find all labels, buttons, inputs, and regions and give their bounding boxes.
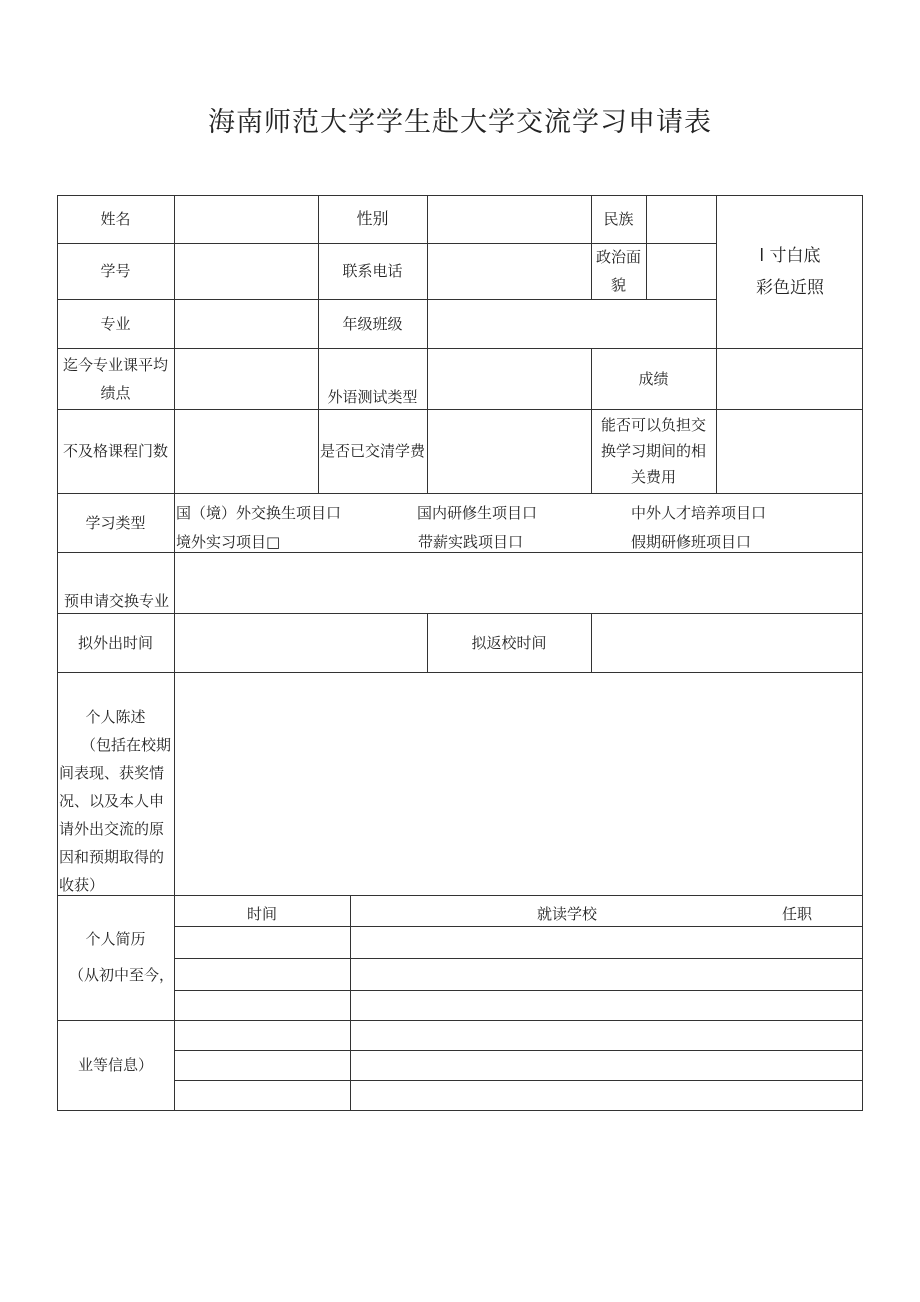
study-type-option-2[interactable]: 国内研修生项目口: [417, 504, 538, 522]
study-type-option-5[interactable]: 带薪实践项目口: [418, 533, 524, 551]
political-label-line-2: 貌: [610, 276, 626, 294]
grade-class-field[interactable]: [428, 300, 716, 347]
study-type-option-1[interactable]: 国（境）外交换生项目口: [176, 504, 342, 522]
resume-label-line-1: 个人简历: [85, 930, 146, 948]
study-type-option-6[interactable]: 假期研修班项目口: [631, 533, 752, 551]
statement-line: 间表现、获奖情: [59, 764, 165, 782]
afford-label-line-3: 关费用: [630, 468, 676, 486]
resume-school-cell[interactable]: [351, 959, 862, 989]
study-type-option-4[interactable]: 境外实习项目□: [176, 533, 281, 551]
return-time-label: 拟返校时间: [471, 633, 547, 652]
major-label: 专业: [100, 314, 131, 333]
ethnicity-label: 民族: [603, 210, 634, 228]
statement-line: 请外出交流的原: [59, 820, 165, 838]
resume-school-cell[interactable]: [351, 1081, 862, 1110]
col-time-header: 时间: [246, 905, 277, 923]
failed-courses-field[interactable]: [175, 410, 317, 492]
afford-label-line-2: 换学习期间的相: [600, 442, 706, 460]
resume-time-cell[interactable]: [175, 991, 349, 1019]
resume-school-cell[interactable]: [351, 927, 862, 957]
statement-line: 个人陈述: [85, 708, 146, 726]
name-field[interactable]: [175, 196, 317, 242]
failed-courses-label: 不及格课程门数: [62, 442, 168, 460]
student-id-label: 学号: [100, 262, 131, 280]
afford-label: [591, 409, 716, 493]
afford-field[interactable]: [717, 410, 862, 492]
phone-field[interactable]: [428, 244, 590, 298]
tuition-paid-label: 是否已交清学费: [319, 442, 425, 460]
col-position-header: 任职: [781, 905, 812, 923]
return-time-field[interactable]: [592, 614, 862, 671]
intended-major-field[interactable]: [175, 553, 862, 612]
major-field[interactable]: [175, 300, 317, 347]
study-type-label: 学习类型: [85, 513, 146, 532]
statement-line: 收获）: [59, 876, 105, 894]
gpa-label: [57, 348, 174, 409]
grade-class-label: 年级班级: [342, 314, 403, 333]
name-label: 姓名: [100, 210, 131, 228]
resume-time-cell[interactable]: [175, 927, 349, 957]
tuition-paid-field[interactable]: [428, 410, 590, 492]
resume-school-cell[interactable]: [351, 991, 862, 1019]
resume-school-cell[interactable]: [351, 1051, 862, 1079]
statement-line: 况、以及本人申: [59, 792, 165, 810]
departure-time-field[interactable]: [175, 614, 426, 671]
application-form: [57, 195, 863, 1111]
student-id-field[interactable]: [175, 244, 317, 298]
intended-major-label: 预申请交换专业: [63, 592, 169, 610]
score-label: 成绩: [638, 369, 669, 388]
resume-time-cell[interactable]: [175, 1081, 349, 1110]
statement-label: [57, 703, 174, 899]
political-label: [591, 243, 646, 299]
photo-box: [717, 195, 863, 348]
form-title: 海南师范大学学生赴大学交流学习申请表: [208, 107, 712, 138]
resume-label-line-2: （从初中至今，: [68, 966, 174, 984]
language-test-field[interactable]: [428, 349, 590, 408]
departure-time-label: 拟外出时间: [77, 633, 153, 652]
gender-field[interactable]: [428, 196, 590, 242]
study-type-option-3[interactable]: 中外人才培养项目口: [631, 504, 767, 522]
resume-school-cell[interactable]: [351, 1021, 862, 1049]
statement-line: 因和预期取得的: [59, 848, 165, 866]
score-field[interactable]: [717, 349, 862, 408]
gender-label: 性别: [356, 209, 389, 228]
ethnicity-field[interactable]: [647, 196, 715, 242]
political-label-line-1: 政治面: [595, 248, 641, 266]
phone-label: 联系电话: [342, 262, 403, 280]
statement-line: （包括在校期: [80, 736, 171, 754]
resume-time-cell[interactable]: [175, 1051, 349, 1079]
photo-line-1: l 寸白底: [759, 245, 821, 266]
gpa-label-line-1: 迄今专业课平均: [62, 355, 168, 374]
col-school-header: 就读学校: [536, 905, 597, 923]
resume-label-line-3: 业等信息）: [77, 1056, 153, 1074]
political-field[interactable]: [647, 244, 715, 298]
language-test-label: 外语测试类型: [327, 388, 418, 406]
statement-field[interactable]: [175, 673, 862, 894]
gpa-label-line-2: 绩点: [100, 383, 131, 402]
resume-time-cell[interactable]: [175, 959, 349, 989]
resume-time-cell[interactable]: [175, 1021, 349, 1049]
gpa-field[interactable]: [175, 349, 317, 408]
photo-line-2: 彩色近照: [756, 277, 824, 298]
afford-label-line-1: 能否可以负担交: [600, 416, 706, 434]
